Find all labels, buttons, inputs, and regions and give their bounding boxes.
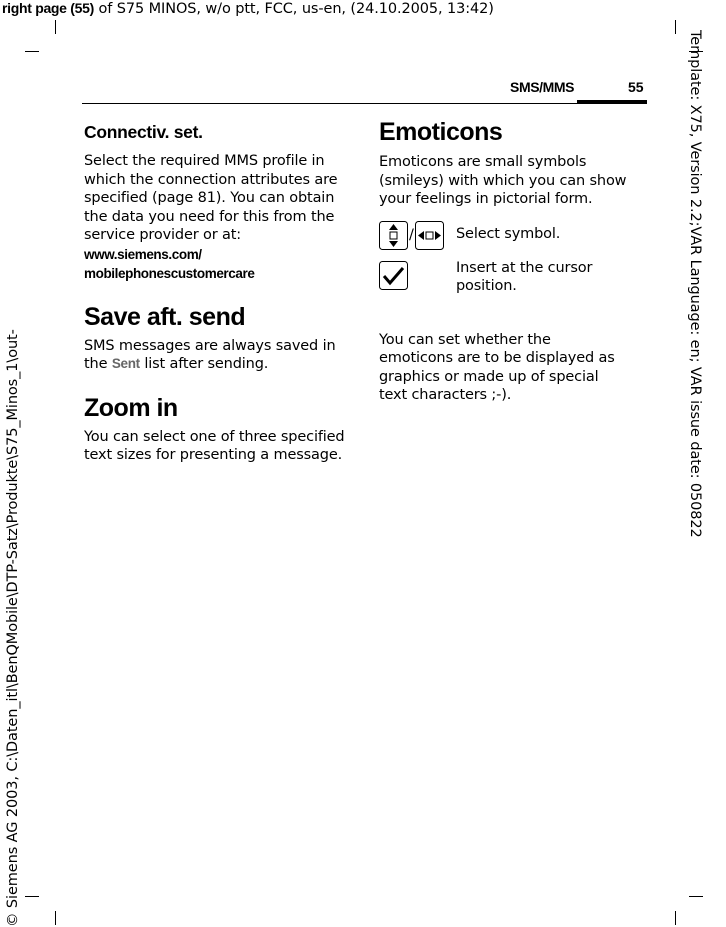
crop-mark-bottom-right-v <box>675 911 676 925</box>
key-table <box>379 209 647 331</box>
save-aft-send-body <box>84 337 352 374</box>
emoticons-note: You can set whether the emoticons are to be displayed as graphics or made up of special text characters ;-). <box>379 331 615 403</box>
sent-list-keyword: Sent <box>111 356 140 371</box>
save-body-start: SMS messages are always saved in the <box>84 337 336 372</box>
heading-emoticons: Emoticons <box>379 118 503 146</box>
connectiv-body: Select the required MMS profile in which the connection attributes are specified (page 81). You can obtain the data you need for this from the service provider or at: <box>84 153 338 243</box>
section-save-aft-send <box>84 303 352 374</box>
header-page-tab <box>577 100 647 104</box>
emoticons-intro: Emoticons are small symbols (smileys) with which you can show your feelings in pictorial form. <box>379 154 627 207</box>
crop-mark-top-right-v <box>675 20 676 34</box>
left-column <box>84 122 352 465</box>
crop-mark-top-left-h <box>25 51 39 52</box>
link-siemens-line1: www.siemens.com/ <box>84 246 202 262</box>
key-separator: / <box>409 227 414 243</box>
heading-zoom-in: Zoom in <box>84 393 178 422</box>
running-header-title: SMS/MMS <box>510 79 575 95</box>
crop-mark-top-left-v <box>55 20 56 34</box>
heading-save-aft-send: Save aft. send <box>84 302 246 331</box>
key-text-select-symbol: Select symbol. <box>456 225 561 242</box>
crop-mark-bottom-left-v <box>55 911 56 925</box>
navigation-up-down-icon <box>379 221 408 250</box>
template-info-sidebar: Template: X75, Version 2.2;VAR Language: en; VAR issue date: 050822 <box>687 30 703 538</box>
link-siemens-line2: mobilephonescustomercare <box>84 265 255 281</box>
checkmark-softkey-icon <box>379 261 408 290</box>
zoom-in-body: You can select one of three specified text sizes for presenting a message. <box>84 428 345 463</box>
crop-mark-bottom-left-h <box>25 896 39 897</box>
save-body-end: list after sending. <box>139 356 269 372</box>
navigation-left-right-icon <box>415 221 444 250</box>
section-emoticons <box>379 118 647 405</box>
page-number: 55 <box>628 79 644 95</box>
right-column <box>379 118 647 405</box>
copyright-path-sidebar: © Siemens AG 2003, C:\Daten_itl\BenQMobile\DTP-Satz\Produkte\S75_Minos_1\out- <box>5 329 21 927</box>
section-zoom-in <box>84 394 352 465</box>
document-page-label: right page (55) <box>2 0 94 16</box>
section-connectiv-set <box>84 122 352 283</box>
key-text-insert: Insert at the cursor position. <box>456 259 593 294</box>
document-info-text: of S75 MINOS, w/o ptt, FCC, us-en, (24.10.2005, 13:42) <box>93 1 494 17</box>
heading-connectiv-set: Connectiv. set. <box>84 122 203 142</box>
header-rule <box>82 103 647 104</box>
crop-mark-bottom-right-h <box>689 896 703 897</box>
document-info-line <box>2 0 494 17</box>
